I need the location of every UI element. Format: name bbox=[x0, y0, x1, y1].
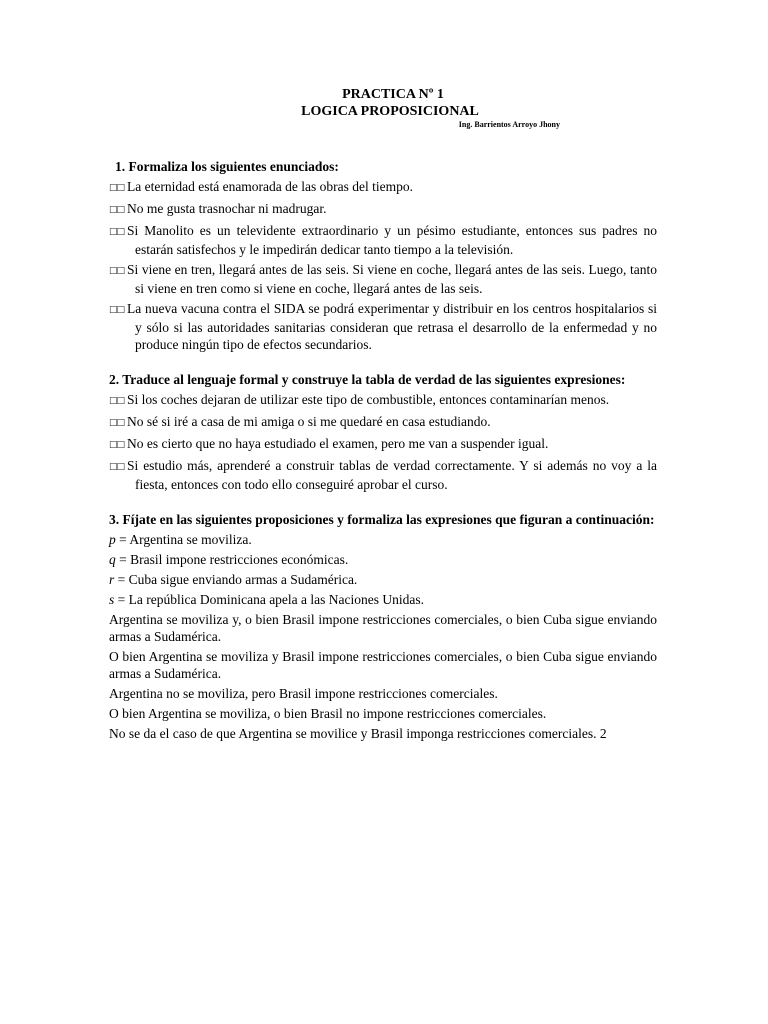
list-item bbox=[109, 391, 657, 410]
expression-paragraph: Argentina no se moviliza, pero Brasil impone restricciones comerciales. bbox=[109, 686, 498, 701]
bullet-icon: □□ bbox=[109, 305, 125, 315]
bullet-icon: □□ bbox=[109, 440, 125, 450]
list-item bbox=[109, 178, 657, 197]
list-item bbox=[109, 261, 657, 297]
list-item bbox=[109, 200, 657, 219]
variable-label: q bbox=[109, 552, 116, 567]
definition-p bbox=[109, 531, 657, 548]
section-3-heading: 3. Fíjate en las siguientes proposiciones y formaliza las expresiones que figuran a continuación: bbox=[109, 512, 655, 527]
bullet-icon: □□ bbox=[109, 266, 125, 276]
list-item bbox=[109, 300, 657, 353]
list-item-text: La eternidad está enamorada de las obras del tiempo. bbox=[127, 179, 414, 194]
list-item-text: Si estudio más, aprenderé a construir tablas de verdad correctamente. Y si además no voy a la fiesta, entonces con todo ello conseguiré aprobar el curso. bbox=[127, 458, 657, 492]
definition-r bbox=[109, 571, 657, 588]
expression-paragraph: O bien Argentina se moviliza y Brasil impone restricciones comerciales, o bien Cuba sigue enviando armas a Sudamérica. bbox=[109, 649, 657, 681]
list-item-text: Si Manolito es un televidente extraordinario y un pésimo estudiante, entonces sus padres no estarán satisfechos y le impedirán dedicar tanto tiempo a la televisión. bbox=[127, 223, 657, 257]
definition-text: = La república Dominicana apela a las Naciones Unidas. bbox=[114, 592, 425, 607]
document-page bbox=[109, 86, 657, 742]
definition-text: = Brasil impone restricciones económicas. bbox=[115, 552, 349, 567]
definition-text: = Argentina se moviliza. bbox=[115, 532, 252, 547]
list-item bbox=[109, 457, 657, 493]
expression-paragraph: No se da el caso de que Argentina se movilice y Brasil imponga restricciones comerciales. 2 bbox=[109, 726, 607, 741]
list-item-text: No me gusta trasnochar ni madrugar. bbox=[127, 201, 327, 216]
bullet-icon: □□ bbox=[109, 227, 125, 237]
bullet-icon: □□ bbox=[109, 462, 125, 472]
variable-label: r bbox=[109, 572, 115, 587]
definition-s bbox=[109, 591, 657, 608]
author-line: Ing. Barrientos Arroyo Jhony bbox=[458, 120, 560, 129]
bullet-icon: □□ bbox=[109, 396, 125, 406]
page-title: PRACTICA Nº 1 bbox=[342, 87, 444, 102]
list-item bbox=[109, 413, 657, 432]
list-item bbox=[109, 222, 657, 258]
section-1-heading: 1. Formaliza los siguientes enunciados: bbox=[115, 159, 339, 174]
variable-label: p bbox=[109, 532, 116, 547]
definition-text: = Cuba sigue enviando armas a Sudamérica. bbox=[114, 572, 358, 587]
page-subtitle: LOGICA PROPOSICIONAL bbox=[301, 104, 479, 119]
expression-paragraph: Argentina se moviliza y, o bien Brasil impone restricciones comerciales, o bien Cuba sigue enviando armas a Sudamérica. bbox=[109, 612, 657, 644]
bullet-icon: □□ bbox=[109, 183, 125, 193]
section-2-heading: 2. Traduce al lenguaje formal y construye la tabla de verdad de las siguientes expresiones: bbox=[109, 372, 626, 387]
variable-label: s bbox=[109, 592, 115, 607]
definition-q bbox=[109, 551, 657, 568]
list-item-text: La nueva vacuna contra el SIDA se podrá experimentar y distribuir en los centros hospitalarios si y sólo si las autoridades sanitarias consideran que retrasa el desarrollo de la enfermedad y no produce ningún tipo de efectos secundarios. bbox=[127, 301, 657, 352]
bullet-icon: □□ bbox=[109, 205, 125, 215]
bullet-icon: □□ bbox=[109, 418, 125, 428]
list-item-text: No sé si iré a casa de mi amiga o si me quedaré en casa estudiando. bbox=[127, 414, 491, 429]
list-item-text: Si los coches dejaran de utilizar este tipo de combustible, entonces contaminarían menos. bbox=[127, 392, 610, 407]
expression-paragraph: O bien Argentina se moviliza, o bien Brasil no impone restricciones comerciales. bbox=[109, 706, 547, 721]
list-item-text: Si viene en tren, llegará antes de las seis. Si viene en coche, llegará antes de las seis. Luego, tanto si viene en tren como si viene en coche, llegará antes de las seis. bbox=[127, 262, 657, 296]
list-item-text: No es cierto que no haya estudiado el examen, pero me van a suspender igual. bbox=[127, 436, 549, 451]
list-item bbox=[109, 435, 657, 454]
